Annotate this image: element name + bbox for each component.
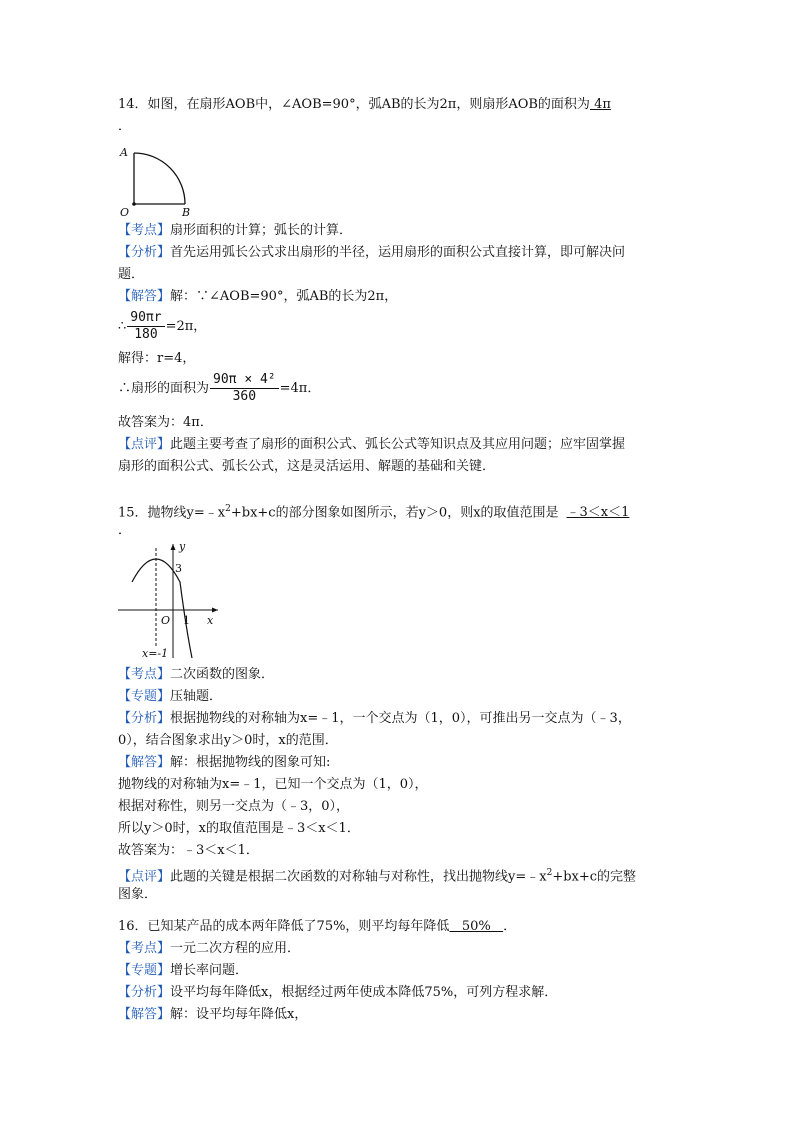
q15-zhuanti-text: 压轴题． — [170, 689, 223, 704]
q15-fenxi-tag: 【分析】 — [118, 711, 171, 726]
q15-stem — [118, 500, 629, 522]
q15-parabola-figure — [112, 538, 232, 664]
q15-stem-text-2: +bx+c的部分图象如图所示，若y＞0，则x的取值范围是 — [230, 505, 559, 521]
q14-step1-suffix: =2π， — [165, 319, 207, 334]
q15-kaodian-tag: 【考点】 — [118, 667, 171, 682]
q14-answer: 4π — [589, 97, 611, 112]
q14-step1-fraction — [127, 310, 164, 343]
q15-zhuanti-tag: 【专题】 — [118, 689, 171, 704]
q14-jieda-text: 解：∵∠AOB=90°，弧AB的长为2π， — [170, 289, 398, 304]
q15-step1: 抛物线的对称轴为x=﹣1，已知一个交点为（1，0）， — [118, 777, 428, 792]
q14-label-o: O — [120, 206, 130, 219]
q15-fenxi-1 — [118, 710, 631, 728]
q14-kaodian-text: 扇形面积的计算；弧长的计算． — [170, 223, 353, 238]
q14-step1-denominator: 180 — [134, 327, 158, 342]
q14-step3-fraction — [210, 372, 279, 405]
q16-answer: 50% — [449, 919, 504, 934]
q14-stem-text: 14．如图，在扇形AOB中，∠AOB=90°，弧AB的长为2π，则扇形AOB的面积为 — [118, 97, 590, 112]
q16-jieda-text: 解：设平均每年降低x， — [170, 1007, 308, 1022]
q15-jieda-text: 解：根据抛物线的图象可知: — [170, 755, 331, 770]
q15-label-x: x — [207, 614, 214, 627]
q16-stem — [118, 918, 516, 936]
q14-step2: 解得：r=4， — [118, 351, 196, 366]
q15-label-3: 3 — [175, 562, 182, 575]
q15-fenxi-text-1: 根据抛物线的对称轴为x=﹣1，一个交点为（1，0），可推出另一交点为（﹣3， — [170, 711, 631, 726]
q16-fenxi-tag: 【分析】 — [118, 985, 171, 1000]
q14-fenxi-1 — [118, 244, 625, 262]
q15-stem-text-1: 15．抛物线y=﹣x — [118, 505, 226, 521]
q14-arc-ab — [134, 153, 185, 204]
q15-label-y: y — [179, 540, 186, 553]
q14-dianping-tag: 【点评】 — [118, 437, 171, 452]
q14-answer-line: 故答案为：4π． — [118, 415, 213, 430]
q15-answer-line: 故答案为：﹣3＜x＜1． — [118, 843, 259, 858]
q16-kaodian-text: 一元二次方程的应用． — [170, 941, 301, 956]
q15-x-axis-arrow — [212, 608, 218, 613]
q14-dianping-2: 扇形的面积公式、弧长公式，这是灵活运用、解题的基础和关键． — [118, 459, 496, 474]
q15-kaodian-text: 二次函数的图象． — [170, 667, 275, 682]
q15-y-axis-arrow — [171, 544, 176, 550]
q14-step3-numerator: 90π × 4² — [210, 372, 279, 389]
q16-jieda-tag: 【解答】 — [118, 1007, 171, 1022]
q14-stem-end: ． — [118, 119, 132, 134]
q14-step1-prefix: ∴ — [118, 319, 127, 334]
q15-dianping-1 — [118, 864, 636, 886]
q14-kaodian-tag: 【考点】 — [118, 223, 171, 238]
q14-step1-numerator: 90πr — [127, 310, 164, 327]
q15-label-1: 1 — [183, 614, 190, 627]
q14-sector-figure — [112, 140, 202, 220]
q14-center-dot — [132, 202, 136, 206]
q15-parabola-curve — [132, 559, 192, 658]
q15-zhuanti — [118, 688, 222, 706]
q14-step3 — [118, 372, 320, 405]
q15-stem-end: ． — [118, 523, 132, 538]
q16-stem-end: ． — [503, 919, 517, 934]
q16-kaodian — [118, 940, 300, 958]
q14-label-a: A — [120, 146, 128, 159]
q14-stem — [118, 96, 611, 114]
q14-jieda-tag: 【解答】 — [118, 289, 171, 304]
q14-fenxi-tag: 【分析】 — [118, 245, 171, 260]
q15-jieda-tag: 【解答】 — [118, 755, 171, 770]
q16-kaodian-tag: 【考点】 — [118, 941, 171, 956]
q16-fenxi-text: 设平均每年降低x，根据经过两年使成本降低75%，可列方程求解． — [170, 985, 558, 1000]
q15-answer: ﹣3＜x＜1 — [566, 505, 630, 521]
q14-label-b: B — [182, 206, 191, 219]
q15-jieda — [118, 754, 330, 772]
q14-jieda — [118, 288, 397, 306]
q15-dianping-text-1a: 此题的关键是根据二次函数的对称轴与对称性，找出抛物线y=﹣x — [170, 869, 547, 885]
q15-dianping-2: 图象． — [118, 887, 158, 902]
q15-dianping-tag: 【点评】 — [118, 869, 171, 885]
q16-fenxi — [118, 984, 557, 1002]
q14-kaodian — [118, 222, 352, 240]
q15-dianping-sup: 2 — [546, 868, 553, 878]
q15-fenxi-2: 0），结合图象求出y＞0时，x的范围． — [118, 733, 338, 748]
q15-step3: 所以y＞0时，x的取值范围是﹣3＜x＜1． — [118, 821, 360, 836]
q16-zhuanti-tag: 【专题】 — [118, 963, 171, 978]
q14-fenxi-text-1: 首先运用弧长公式求出扇形的半径，运用扇形的面积公式直接计算，即可解决问 — [170, 245, 626, 260]
q15-label-o: O — [161, 614, 171, 627]
q15-step2: 根据对称性，则另一交点为（﹣3，0）， — [118, 799, 350, 814]
q15-kaodian — [118, 666, 274, 684]
q15-stem-sup: 2 — [225, 504, 231, 514]
q16-zhuanti — [118, 962, 248, 980]
q16-zhuanti-text: 增长率问题． — [170, 963, 249, 978]
q14-dianping-1 — [118, 436, 625, 454]
q16-jieda — [118, 1006, 307, 1024]
q15-dianping-text-1b: +bx+c的完整 — [552, 869, 637, 885]
q14-step3-denominator: 360 — [232, 389, 257, 404]
q15-label-axis: x=-1 — [142, 647, 169, 660]
q14-step3-prefix: ∴扇形的面积为 — [118, 381, 210, 396]
q14-step3-suffix: =4π． — [279, 381, 321, 396]
q14-step1 — [118, 310, 206, 343]
q16-stem-text: 16．已知某产品的成本两年降低了75%，则平均每年降低 — [118, 919, 450, 934]
q14-dianping-text-1: 此题主要考查了扇形的面积公式、弧长公式等知识点及其应用问题；应牢固掌握 — [170, 437, 626, 452]
q14-fenxi-2: 题． — [118, 267, 145, 282]
